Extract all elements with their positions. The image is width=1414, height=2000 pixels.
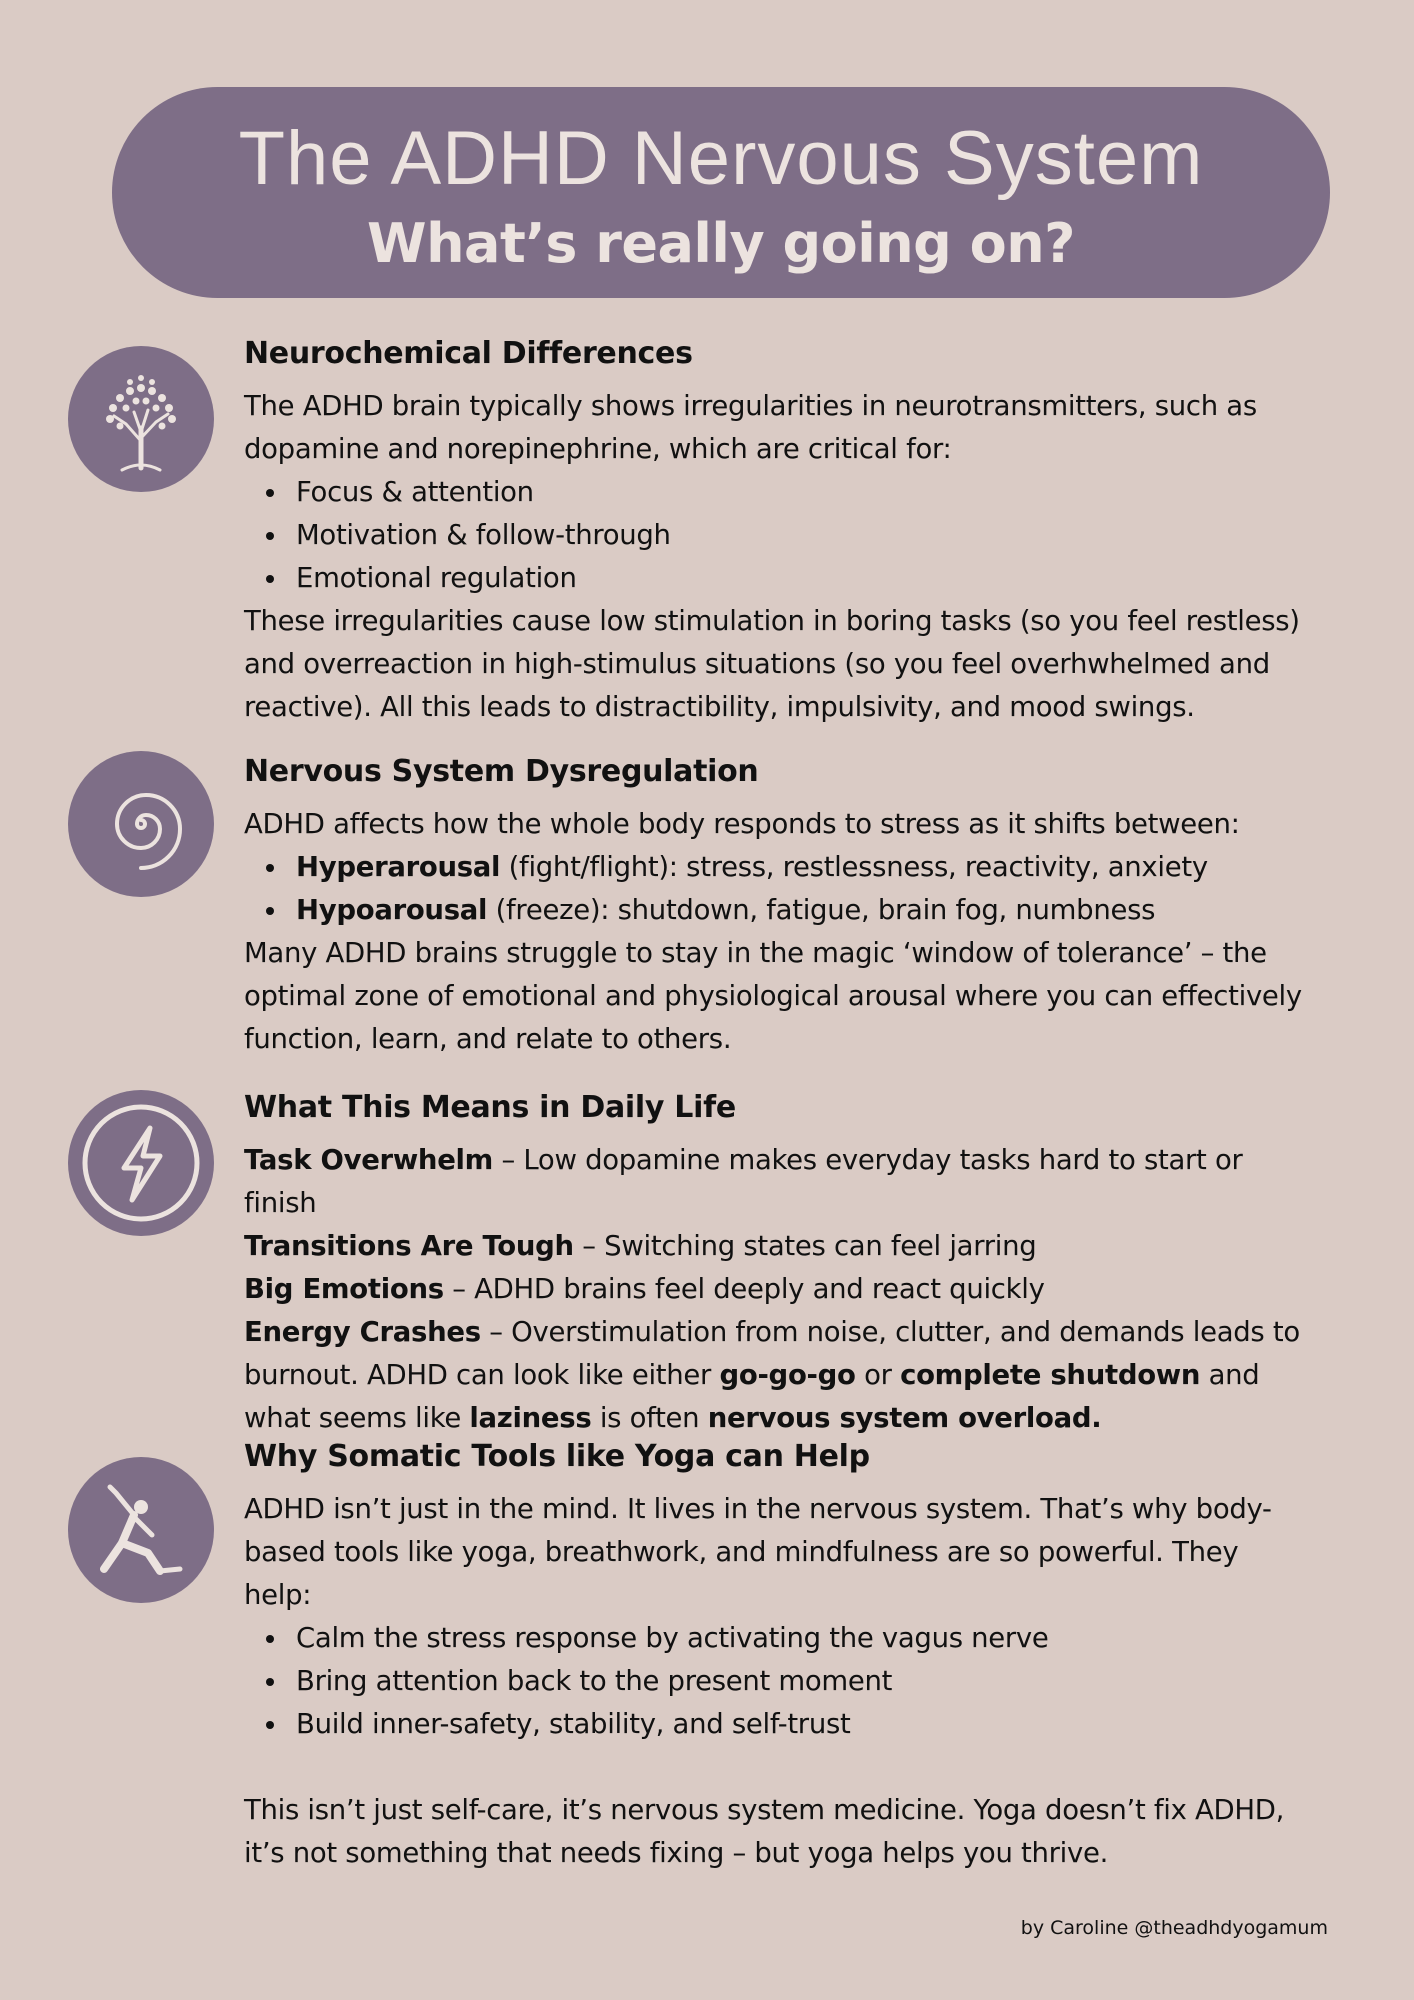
section-intro: ADHD affects how the whole body responds to stress as it shifts between: <box>244 808 1240 840</box>
emphasis-text: nervous system overload. <box>707 1402 1102 1434</box>
item-line <box>244 1225 1304 1268</box>
yoga-pose-icon <box>68 1457 214 1603</box>
item-term: Transitions Are Tough <box>244 1230 574 1262</box>
item-text: – Overstimulation from noise, clutter, and demands leads to burnout. ADHD can look like either <box>244 1316 1300 1391</box>
bullet-list <box>244 846 1304 932</box>
item-term: Big Emotions <box>244 1273 444 1305</box>
item-text: is often <box>591 1402 708 1434</box>
section-content <box>244 754 1304 1061</box>
list-item: Emotional regulation <box>296 557 1304 600</box>
section-outro: These irregularities cause low stimulation in boring tasks (so you feel restless) and overreaction in high-stimulus situations (so you feel overhwhelmed and reactive). All this leads to distractibility, impulsivity, and mood swings. <box>244 605 1300 723</box>
item-text: – ADHD brains feel deeply and react quickly <box>443 1273 1045 1305</box>
section-outro: This isn’t just self-care, it’s nervous system medicine. Yoga doesn’t fix ADHD, it’s not something that needs fixing – but yoga helps you thrive. <box>244 1794 1285 1869</box>
emphasis-text: complete shutdown <box>900 1359 1201 1391</box>
section-heading: Nervous System Dysregulation <box>244 754 759 789</box>
section-heading: Why Somatic Tools like Yoga can Help <box>244 1439 870 1474</box>
list-item: Build inner-safety, stability, and self-trust <box>296 1703 1304 1746</box>
lightning-icon <box>68 1090 214 1236</box>
section-heading: Neurochemical Differences <box>244 336 693 371</box>
section-content <box>244 1439 1304 1875</box>
list-item <box>296 846 1304 889</box>
item-text: and what seems like <box>244 1359 1260 1434</box>
item-text: – Switching states can feel jarring <box>573 1230 1037 1262</box>
list-item: Calm the stress response by activating the vagus nerve <box>296 1617 1304 1660</box>
item-line <box>244 1139 1304 1225</box>
emphasis-text: laziness <box>469 1402 592 1434</box>
item-line <box>244 1268 1304 1311</box>
term-description: (fight/flight): stress, restlessness, reactivity, anxiety <box>500 851 1208 883</box>
page-subtitle: What’s really going on? <box>367 212 1075 275</box>
section-content <box>244 336 1304 729</box>
section-heading: What This Means in Daily Life <box>244 1090 736 1125</box>
item-text: – Low dopamine makes everyday tasks hard to start or finish <box>244 1144 1243 1219</box>
term-hypoarousal: Hypoarousal <box>296 894 488 926</box>
section-intro: The ADHD brain typically shows irregularities in neurotransmitters, such as dopamine and norepinephrine, which are critical for: <box>244 390 1257 465</box>
page-title: The ADHD Nervous System <box>238 116 1204 201</box>
author-credit: by Caroline @theadhdyogamum <box>1020 1917 1328 1939</box>
tree-icon <box>68 346 214 492</box>
list-item: Bring attention back to the present moment <box>296 1660 1304 1703</box>
spacer <box>244 1746 1304 1789</box>
section-content <box>244 1090 1304 1440</box>
spiral-icon <box>68 751 214 897</box>
section-outro: Many ADHD brains struggle to stay in the magic ‘window of tolerance’ – the optimal zone of emotional and physiological arousal where you can effectively function, learn, and relate to others. <box>244 937 1302 1055</box>
term-hyperarousal: Hyperarousal <box>296 851 501 883</box>
term-description: (freeze): shutdown, fatigue, brain fog, numbness <box>487 894 1156 926</box>
list-item <box>296 889 1304 932</box>
section-intro: ADHD isn’t just in the mind. It lives in the nervous system. That’s why body-based tools like yoga, breathwork, and mindfulness are so powerful. They help: <box>244 1493 1272 1611</box>
bullet-list <box>244 1617 1304 1746</box>
emphasis-text: go-go-go <box>719 1359 856 1391</box>
item-text: or <box>855 1359 901 1391</box>
item-term: Energy Crashes <box>244 1316 481 1348</box>
list-item: Motivation & follow-through <box>296 514 1304 557</box>
title-banner <box>112 87 1330 298</box>
item-term: Task Overwhelm <box>244 1144 494 1176</box>
bullet-list <box>244 471 1304 600</box>
item-line <box>244 1311 1304 1440</box>
list-item: Focus & attention <box>296 471 1304 514</box>
